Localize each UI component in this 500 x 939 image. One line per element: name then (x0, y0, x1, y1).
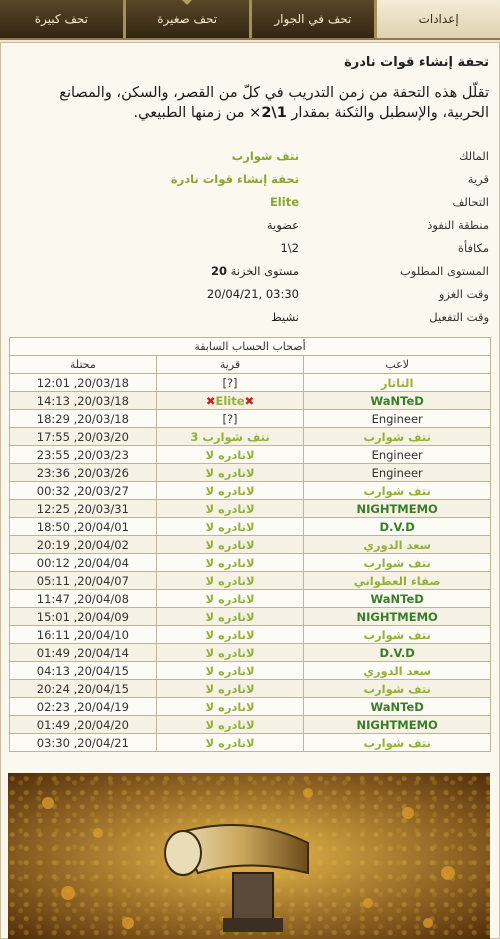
info-row-area (9, 213, 489, 236)
captured-date: 20/04/10, 16:11 (10, 626, 157, 644)
village-link[interactable]: لانادره لا (205, 627, 255, 642)
player-link[interactable]: NIGHTMEMO (356, 717, 438, 732)
player-link[interactable]: نتف شوارب (363, 681, 431, 696)
active-label: وقت التفعيل (429, 309, 489, 324)
table-row (10, 410, 491, 428)
table-row (10, 734, 491, 752)
village-link[interactable]: لانادره لا (205, 573, 255, 588)
table-row (10, 716, 491, 734)
player-link[interactable]: سعد الدوري (363, 537, 431, 552)
captured-date: 20/04/21, 03:30 (10, 734, 157, 752)
tab-label: تحف كبيرة (34, 12, 88, 26)
captured-date: 20/03/18, 18:29 (10, 410, 157, 428)
player-cell[interactable] (304, 410, 491, 428)
tab-nearby-artifacts[interactable] (252, 0, 378, 38)
village-link[interactable]: لانادره لا (205, 663, 255, 678)
table-row (10, 374, 491, 392)
info-row-owner (9, 144, 489, 167)
player-link[interactable]: D.V.D (379, 645, 415, 660)
bonus-value: 2\1 (280, 240, 299, 255)
level-prefix: مستوى الخزنة (230, 263, 299, 278)
village-link[interactable]: لانادره لا (205, 699, 255, 714)
village-link[interactable]: لانادره لا (205, 717, 255, 732)
captured-date: 20/04/20, 01:49 (10, 716, 157, 734)
player-cell[interactable] (304, 734, 491, 752)
unknown-village: [?] (222, 375, 238, 390)
player-cell[interactable] (304, 374, 491, 392)
info-row-alliance (9, 190, 489, 213)
table-row (10, 680, 491, 698)
tab-label: إعدادات (418, 12, 459, 26)
player-cell[interactable] (304, 464, 491, 482)
header-player: لاعب (304, 356, 491, 374)
player-cell[interactable] (304, 608, 491, 626)
player-cell[interactable] (304, 590, 491, 608)
description-text-end: × من زمنها الطبيعي. (133, 105, 262, 121)
player-link[interactable]: نتف شوارب (363, 483, 431, 498)
village-cell[interactable] (156, 608, 304, 626)
info-row-bonus (9, 236, 489, 259)
captured-date: 20/04/01, 18:50 (10, 518, 157, 536)
captured-date: 20/04/19, 02:23 (10, 698, 157, 716)
artifact-description (9, 83, 489, 123)
player-cell[interactable] (304, 518, 491, 536)
player-cell[interactable] (304, 482, 491, 500)
info-row-level (9, 259, 489, 282)
info-row-village (9, 167, 489, 190)
captured-date: 20/04/14, 01:49 (10, 644, 157, 662)
table-row (10, 698, 491, 716)
village-cell[interactable] (156, 680, 304, 698)
tab-settings[interactable] (377, 0, 500, 38)
village-link[interactable]: لانادره لا (205, 609, 255, 624)
player-link[interactable]: صفاء العطواني (353, 573, 441, 588)
village-cell[interactable] (156, 518, 304, 536)
player-link[interactable]: Engineer (371, 465, 423, 480)
player-link[interactable]: نتف شوارب (363, 555, 431, 570)
captured-date: 20/04/07, 05:11 (10, 572, 157, 590)
player-link[interactable]: WaNTeD (370, 591, 424, 606)
village-link[interactable]: لانادره لا (205, 645, 255, 660)
player-link[interactable]: Engineer (371, 411, 423, 426)
player-link[interactable]: التاتار (380, 375, 414, 390)
captured-date: 20/03/27, 00:32 (10, 482, 157, 500)
village-cell[interactable] (156, 590, 304, 608)
previous-owners-table (9, 337, 491, 752)
village-link[interactable]: لانادره لا (205, 555, 255, 570)
table-caption: أصحاب الحساب السابقة (10, 338, 491, 356)
tab-large-artifacts[interactable] (0, 0, 126, 38)
player-link[interactable]: نتف شوارب (363, 627, 431, 642)
tab-label: تحف في الجوار (274, 12, 352, 26)
tab-marker-icon (182, 0, 192, 5)
village-cell[interactable] (156, 464, 304, 482)
village-cell[interactable] (156, 392, 304, 410)
artifact-info (9, 144, 489, 328)
captured-date: 20/04/02, 20:19 (10, 536, 157, 554)
table-row (10, 482, 491, 500)
area-value: عضوية (266, 217, 299, 232)
table-row (10, 644, 491, 662)
table-row (10, 392, 491, 410)
village-link[interactable]: Elite (215, 393, 245, 408)
player-cell[interactable] (304, 698, 491, 716)
captured-date: 20/04/15, 04:13 (10, 662, 157, 680)
village-cell (156, 374, 304, 392)
tab-label: تحف صغيرة (157, 12, 218, 26)
table-row (10, 608, 491, 626)
village-cell[interactable] (156, 482, 304, 500)
captured-date: 20/03/20, 17:55 (10, 428, 157, 446)
captured-date: 20/04/04, 00:12 (10, 554, 157, 572)
captured-date: 20/03/23, 23:55 (10, 446, 157, 464)
table-row (10, 626, 491, 644)
treasure-horn-icon (8, 773, 490, 939)
village-cell[interactable] (156, 662, 304, 680)
player-cell[interactable] (304, 392, 491, 410)
level-value (211, 264, 299, 278)
village-link[interactable]: لانادره لا (205, 501, 255, 516)
village-cell[interactable] (156, 572, 304, 590)
player-link[interactable]: NIGHTMEMO (356, 609, 438, 624)
village-link[interactable]: لانادره لا (205, 483, 255, 498)
village-link[interactable]: لانادره لا (205, 465, 255, 480)
village-cell[interactable] (156, 428, 304, 446)
player-link[interactable]: نتف شوارب (363, 735, 431, 750)
village-cell[interactable] (156, 734, 304, 752)
player-link[interactable]: WaNTeD (370, 393, 424, 408)
player-cell[interactable] (304, 662, 491, 680)
table-row (10, 500, 491, 518)
village-link[interactable]: لانادره لا (205, 447, 255, 462)
artifact-artwork (8, 773, 490, 939)
village-label: قرية (467, 171, 489, 186)
header-village: قرية (156, 356, 304, 374)
description-factor: 1\2 (261, 105, 287, 121)
raid-label: وقت الغزو (438, 286, 489, 301)
player-link[interactable]: NIGHTMEMO (356, 501, 438, 516)
village-link[interactable]: نتف شوارب 3 (190, 429, 270, 444)
player-cell[interactable] (304, 626, 491, 644)
player-cell[interactable] (304, 554, 491, 572)
cross-icon: ✖ (205, 393, 216, 408)
tab-small-artifacts[interactable] (126, 0, 252, 38)
village-cell[interactable] (156, 644, 304, 662)
cross-icon: ✖ (244, 393, 255, 408)
player-link[interactable]: نتف شوارب (363, 429, 431, 444)
village-link[interactable]: لانادره لا (205, 681, 255, 696)
level-number: 20 (211, 263, 228, 278)
village-cell[interactable] (156, 626, 304, 644)
village-cell[interactable] (156, 554, 304, 572)
table-row (10, 662, 491, 680)
tab-bar (0, 0, 500, 40)
village-link[interactable]: لانادره لا (205, 735, 255, 750)
owner-link[interactable]: نتف شوارب (231, 148, 299, 163)
table-row (10, 446, 491, 464)
player-link[interactable]: Engineer (371, 447, 423, 462)
table-row (10, 536, 491, 554)
captured-date: 20/03/31, 12:25 (10, 500, 157, 518)
unknown-village: [?] (222, 411, 238, 426)
village-link[interactable]: لانادره لا (205, 519, 255, 534)
player-link[interactable]: WaNTeD (370, 699, 424, 714)
captured-date: 20/04/09, 15:01 (10, 608, 157, 626)
owner-label: المالك (458, 148, 489, 163)
content-area (0, 42, 500, 939)
table-row (10, 428, 491, 446)
player-cell[interactable] (304, 716, 491, 734)
village-link[interactable]: لانادره لا (205, 591, 255, 606)
player-link[interactable]: D.V.D (379, 519, 415, 534)
captured-date: 20/04/15, 20:24 (10, 680, 157, 698)
village-cell (156, 410, 304, 428)
table-row (10, 590, 491, 608)
player-cell[interactable] (304, 500, 491, 518)
alliance-link[interactable]: Elite (269, 194, 299, 209)
description-text: تقلّل هذه التحفة من زمن التدريب في كلّ من القصر، والسكن، والمصانع الحربية، والإسطبل والثكنة بمقدار (59, 85, 489, 121)
village-link[interactable]: تحفة إنشاء قوات نادرة (170, 171, 299, 186)
raid-value: 20/04/21, 03:30 (206, 286, 299, 301)
info-row-active (9, 305, 489, 328)
player-cell[interactable] (304, 446, 491, 464)
village-link[interactable]: لانادره لا (205, 537, 255, 552)
table-row (10, 572, 491, 590)
player-cell[interactable] (304, 428, 491, 446)
player-link[interactable]: سعد الدوري (363, 663, 431, 678)
player-cell[interactable] (304, 536, 491, 554)
village-cell[interactable] (156, 536, 304, 554)
captured-date: 20/03/18, 14:13 (10, 392, 157, 410)
village-cell[interactable] (156, 698, 304, 716)
captured-date: 20/03/26, 23:36 (10, 464, 157, 482)
table-row (10, 464, 491, 482)
area-label: منطقة النفوذ (427, 217, 489, 232)
active-value: نشيط (271, 309, 299, 324)
table-row (10, 518, 491, 536)
info-row-raid (9, 282, 489, 305)
level-label: المستوى المطلوب (399, 263, 489, 278)
table-body (10, 374, 491, 752)
table-row (10, 554, 491, 572)
captured-date: 20/03/18, 12:01 (10, 374, 157, 392)
player-cell[interactable] (304, 644, 491, 662)
village-cell[interactable] (156, 446, 304, 464)
header-captured: محتلة (10, 356, 157, 374)
bonus-label: مكافأة (457, 240, 489, 255)
artifact-title: تحفة إنشاء قوات نادرة (344, 55, 489, 70)
player-cell[interactable] (304, 680, 491, 698)
alliance-label: التحالف (452, 194, 489, 209)
village-cell[interactable] (156, 716, 304, 734)
village-cell[interactable] (156, 500, 304, 518)
player-cell[interactable] (304, 572, 491, 590)
captured-date: 20/04/08, 11:47 (10, 590, 157, 608)
